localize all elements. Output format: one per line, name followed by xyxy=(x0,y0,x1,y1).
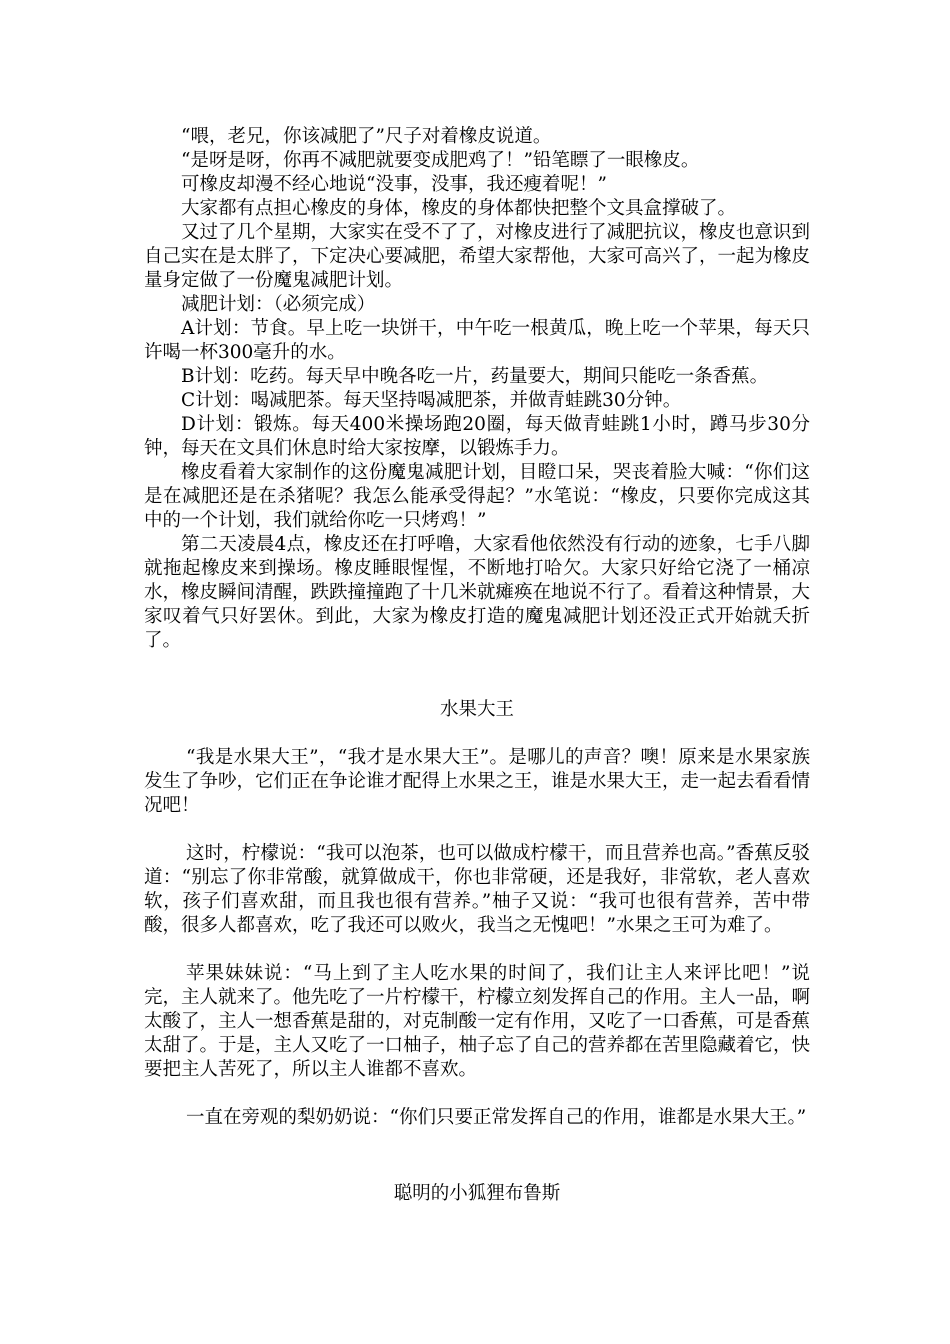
story-title: 聪明的小狐狸布鲁斯 xyxy=(393,1183,561,1204)
paragraph: 这时，柠檬说：“我可以泡茶，也可以做成柠檬干，而且营养也高。”香蕉反驳道：“别忘了你非常酸，就算做成干，你也非常硬，还是我好，非常软，老人喜欢软，孩子们喜欢甜，而且我也很有营养。”柚子又说：“我可也很有营养，苦中带酸，很多人都喜欢，吃了我还可以败火，我当之无愧吧！”水果之王可为难了。 xyxy=(144,843,810,936)
paragraph: 又过了几个星期，大家实在受不了了，对橡皮进行了减肥抗议，橡皮也意识到自己实在是太胖了，下定决心要减肥，希望大家帮他，大家可高兴了，一起为橡皮量身定做了一份魔鬼减肥计划。 xyxy=(144,222,811,291)
paragraph: 可橡皮却漫不经心地说“没事，没事，我还瘦着呢！” xyxy=(181,174,607,195)
plan-a: A计划：节食。早上吃一块饼干，中午吃一根黄瓜，晚上吃一个苹果，每天只许喝一杯300毫升的水。 xyxy=(144,318,810,363)
paragraph: 苹果妹妹说：“马上到了主人吃水果的时间了，我们让主人来评比吧！”说完，主人就来了。他先吃了一片柠檬干，柠檬立刻发挥自己的作用。主人一品，啊太酸了，主人一想香蕉是甜的，对克制酸一定有作用，又吃了一口香蕉，可是香蕉太甜了。于是，主人又吃了一口柚子，柚子忘了自己的营养都在苦里隐藏着它，快要把主人苦死了，所以主人谁都不喜欢。 xyxy=(144,963,811,1080)
story-fruit-king xyxy=(144,698,810,1130)
paragraph: “是呀是呀，你再不减肥就要变成肥鸡了！”铅笔瞟了一眼橡皮。 xyxy=(181,150,700,171)
paragraph: “我是水果大王”，“我才是水果大王”。是哪儿的声音？噢！原来是水果家族发生了争吵，它们正在争论谁才配得上水果之王，谁是水果大王，走一起去看看情况吧！ xyxy=(144,747,811,816)
paragraph: 大家都有点担心橡皮的身体，橡皮的身体都快把整个文具盒撑破了。 xyxy=(181,198,737,219)
plan-d: D计划：锻炼。每天400米操场跑20圈，每天做青蛙跳1小时，蹲马步30分钟，每天在文具们休息时给大家按摩，以锻炼手力。 xyxy=(144,414,810,459)
paragraph: “喂，老兄，你该减肥了”尺子对着橡皮说道。 xyxy=(181,126,552,147)
paragraph: 一直在旁观的梨奶奶说：“你们只要正常发挥自己的作用，谁都是水果大王。” xyxy=(186,1107,807,1128)
story-eraser-diet xyxy=(144,125,810,653)
plan-b: B计划：吃药。每天早中晚各吃一片，药量要大，期间只能吃一条香蕉。 xyxy=(181,366,769,387)
paragraph: 第二天凌晨4点，橡皮还在打呼噜，大家看他依然没有行动的迹象，七手八脚就拖起橡皮来到操场。橡皮睡眼惺惺，不断地打哈欠。大家只好给它浇了一桶凉水，橡皮瞬间清醒，跌跌撞撞跑了十几米就瘫痪在地说不行了。看着这种情景，大家叹着气只好罢休。到此，大家为橡皮打造的魔鬼减肥计划还没正式开始就夭折了。 xyxy=(144,534,811,651)
plan-c: C计划：喝减肥茶。每天坚持喝减肥茶，并做青蛙跳30分钟。 xyxy=(181,390,682,411)
story-title: 水果大王 xyxy=(439,699,514,720)
story-clever-fox xyxy=(144,1182,810,1206)
paragraph: 橡皮看着大家制作的这份魔鬼减肥计划，目瞪口呆，哭丧着脸大喊：“你们这是在减肥还是在杀猪呢？我怎么能承受得起？”水笔说：“橡皮，只要你完成这其中的一个计划，我们就给你吃一只烤鸡！” xyxy=(144,462,810,531)
diet-plan-heading: 减肥计划：（必须完成） xyxy=(181,294,376,315)
